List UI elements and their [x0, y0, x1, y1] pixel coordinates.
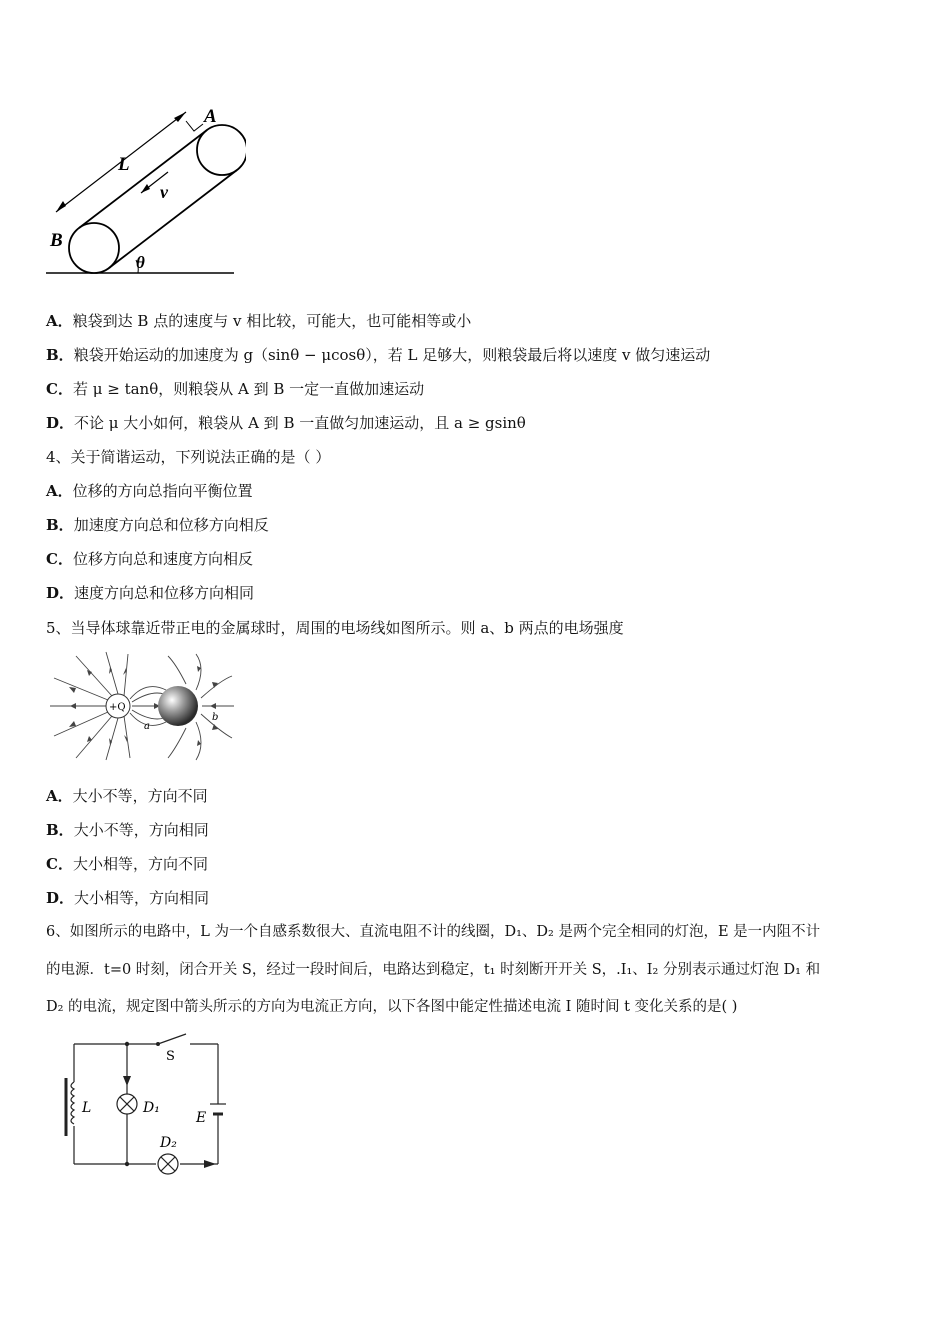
label-theta: θ — [136, 253, 145, 272]
q5-option-c: C．大小相等，方向不同 — [46, 855, 208, 873]
q3-option-b: B．粮袋开始运动的加速度为 g（sinθ − μcosθ），若 L 足够大，则粮袋最后将以速度 v 做匀速运动 — [46, 346, 711, 364]
q6-stem-line-1: 6、如图所示的电路中，L 为一个自感系数很大、直流电阻不计的线圈，D₁、D₂ 是两个完全相同的灯泡，E 是一内阻不计 — [46, 924, 821, 940]
point-a-label: a — [144, 721, 150, 732]
q6-stem-line-2: 的电源．t=0 时刻，闭合开关 S，经过一段时间后，电路达到稳定，t₁ 时刻断开开关 S，.I₁、I₂ 分别表示通过灯泡 D₁ 和 — [46, 962, 821, 978]
q5-option-a: A．大小不等，方向不同 — [46, 787, 208, 805]
q3-option-d: D．不论 μ 大小如何，粮袋从 A 到 B 一直做匀加速运动，且 a ≥ gsinθ — [46, 414, 526, 432]
label-l: L — [118, 154, 130, 175]
q5-stem: 5、当导体球靠近带正电的金属球时，周围的电场线如图所示。则 a、b 两点的电场强度 — [46, 619, 624, 637]
q3-option-c: C．若 μ ≥ tanθ，则粮袋从 A 到 B 一定一直做加速运动 — [46, 380, 425, 398]
point-b-label: b — [212, 712, 219, 723]
source-label: E — [196, 1110, 207, 1126]
circuit-figure — [46, 1030, 246, 1180]
conveyor-belt-figure — [46, 100, 246, 280]
label-b: B — [50, 230, 63, 251]
lamp2-label: D₂ — [160, 1135, 177, 1151]
q6-stem-line-3: D₂ 的电流，规定图中箭头所示的方向为电流正方向，以下各图中能定性描述电流 I 随时间 t 变化关系的是( ) — [46, 999, 738, 1015]
inductor-label: L — [82, 1100, 92, 1116]
q3-option-a: A．粮袋到达 B 点的速度与 v 相比较，可能大，也可能相等或小 — [46, 312, 472, 330]
electric-field-figure — [46, 650, 236, 762]
q5-option-b: B．大小不等，方向相同 — [46, 821, 209, 839]
charge-label: +Q — [109, 702, 126, 713]
label-v: v — [160, 182, 168, 202]
label-a: A — [204, 106, 217, 127]
q4-stem: 4、关于简谐运动，下列说法正确的是（ ） — [46, 448, 331, 466]
q4-option-c: C．位移方向总和速度方向相反 — [46, 550, 253, 568]
lamp1-label: D₁ — [143, 1100, 160, 1116]
q4-option-b: B．加速度方向总和位移方向相反 — [46, 516, 269, 534]
q4-option-a: A．位移的方向总指向平衡位置 — [46, 482, 253, 500]
q5-option-d: D．大小相等，方向相同 — [46, 889, 210, 907]
q4-option-d: D．速度方向总和位移方向相同 — [46, 584, 255, 602]
switch-label: S — [166, 1049, 175, 1064]
